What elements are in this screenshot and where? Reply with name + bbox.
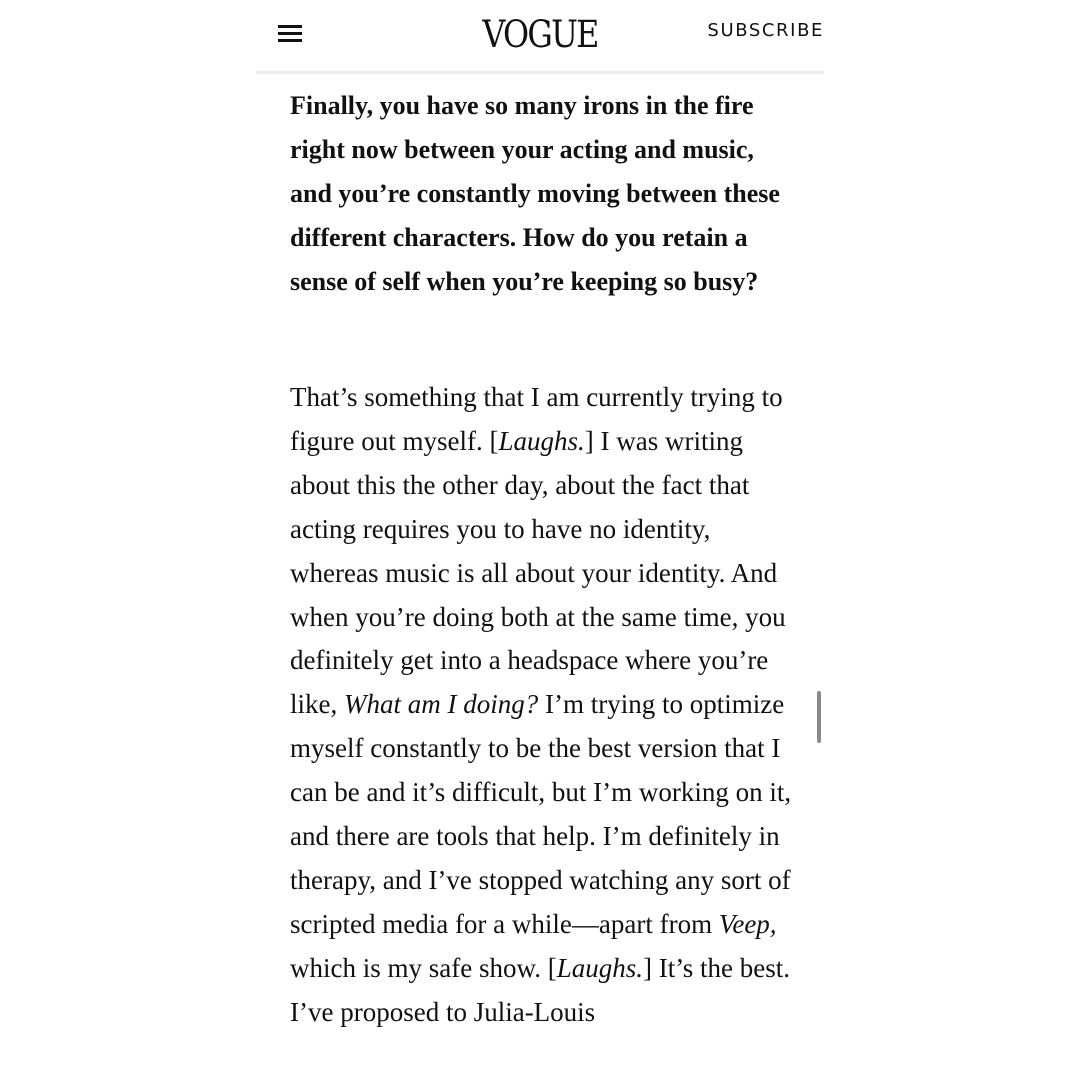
answer-italic-text: Veep, xyxy=(718,908,777,939)
answer-italic-text: Laughs. xyxy=(498,425,585,456)
site-header xyxy=(256,0,824,74)
subscribe-link[interactable]: SUBSCRIBE xyxy=(707,20,824,41)
answer-text: I’m trying to optimize myself constantly to be the best version that I can be and it’s difficult, but I’m working on it, and there are tools that help. I’m definitely in therapy, and I’ve stopped watching any sort of scripted media for a while—apart from xyxy=(290,689,792,939)
answer-text: ] I was writing about this the other day, about the fact that acting requires you to have no identity, whereas music is all about your identity. And when you’re doing both at the same time, you definitely get into a headspace where you’re like, xyxy=(290,425,786,720)
scrollbar-thumb[interactable] xyxy=(817,691,821,743)
answer-italic-text: Laughs. xyxy=(556,952,643,983)
vogue-logo[interactable]: VOGUE xyxy=(482,13,598,56)
interview-answer xyxy=(290,376,800,1035)
answer-text: ] It’s the best. I’ve proposed to Julia-Louis xyxy=(290,952,790,1027)
answer-text: That’s something that I am currently trying to figure out myself. [ xyxy=(290,382,783,456)
answer-text: which is my safe show. [ xyxy=(290,952,557,983)
interview-question: Finally, you have so many irons in the fire right now between your acting and music, and you’re constantly moving between these different characters. How do you retain a sense of self when you’re keeping so busy? xyxy=(290,91,780,296)
answer-italic-text: What am I doing? xyxy=(344,689,539,720)
